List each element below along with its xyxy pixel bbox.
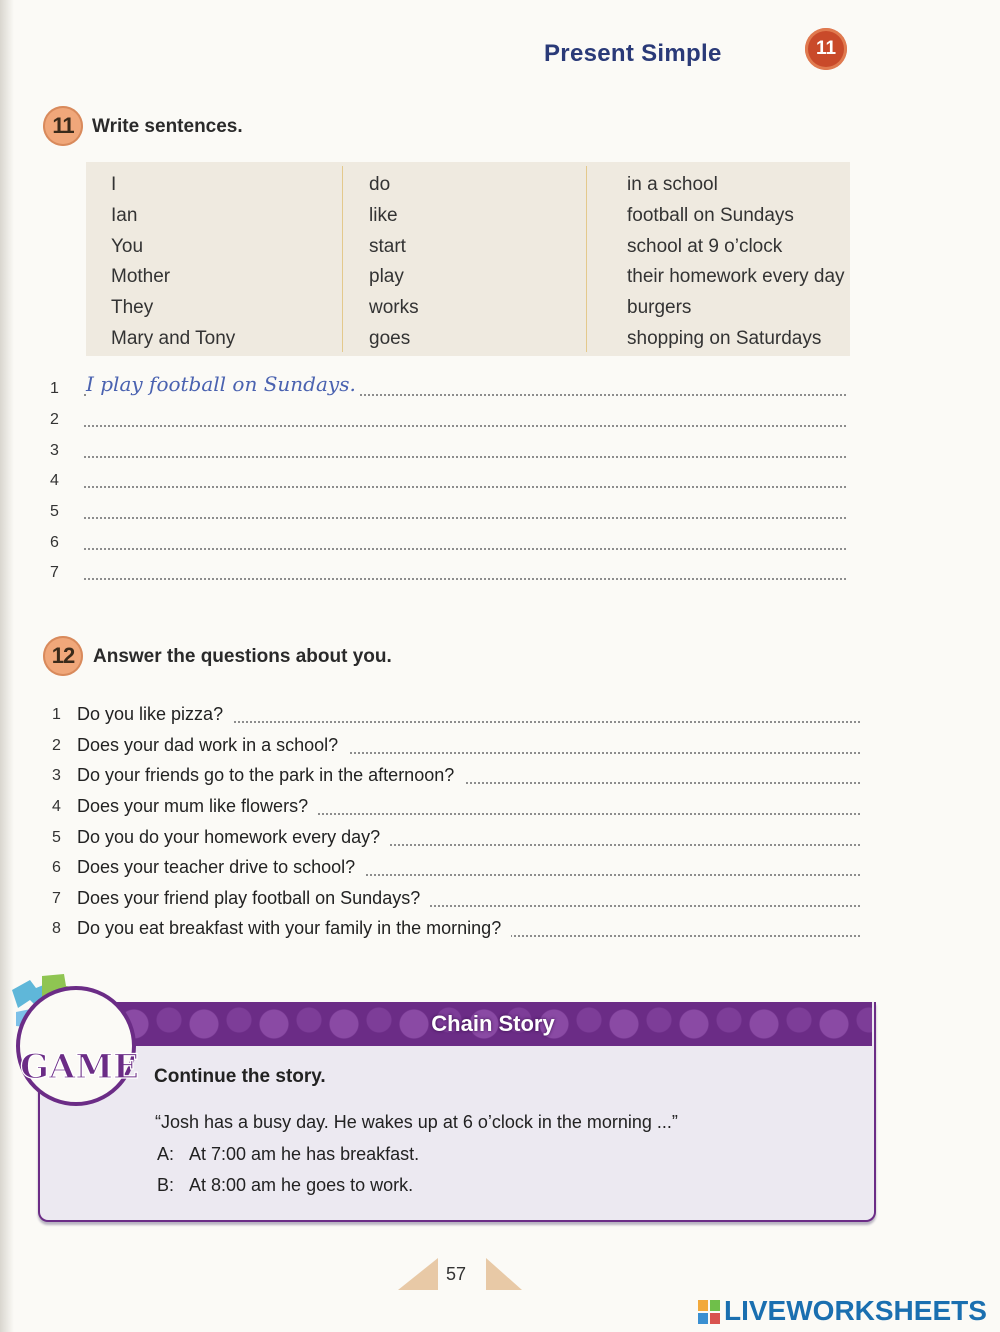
subject-word: Mother bbox=[111, 266, 171, 288]
liveworksheets-logo-icon bbox=[698, 1300, 720, 1324]
question-row[interactable] bbox=[46, 826, 860, 850]
exercise-11-title: Write sentences. bbox=[92, 116, 243, 137]
verb-word: like bbox=[369, 204, 398, 226]
question-number: 5 bbox=[52, 829, 61, 846]
sentence-line[interactable] bbox=[46, 372, 846, 402]
example-answer: I play football on Sundays. bbox=[86, 372, 360, 396]
game-banner-title: Chain Story bbox=[431, 1011, 555, 1036]
verb-word: do bbox=[369, 174, 391, 195]
question-text: Does your teacher drive to school? bbox=[77, 857, 365, 878]
question-number: 7 bbox=[52, 890, 61, 907]
subject-word: Mary and Tony bbox=[111, 327, 236, 349]
answer-dotted-line bbox=[84, 425, 846, 427]
verb-word: goes bbox=[369, 327, 411, 349]
question-text: Does your mum like flowers? bbox=[77, 796, 318, 817]
question-number: 3 bbox=[52, 767, 61, 784]
sentence-line[interactable] bbox=[46, 409, 846, 433]
word-table bbox=[86, 162, 850, 356]
question-text: Do you do your homework every day? bbox=[77, 827, 390, 848]
story-line-a bbox=[157, 1144, 557, 1168]
unit-number-badge: 11 bbox=[805, 28, 847, 70]
phrase-word: in a school bbox=[627, 174, 718, 195]
subject-word: Ian bbox=[111, 204, 138, 226]
story-line-text: At 7:00 am he has breakfast. bbox=[189, 1144, 420, 1164]
question-text: Does your friend play football on Sundays? bbox=[77, 888, 430, 909]
answer-dotted-line bbox=[84, 548, 846, 550]
phrase-word: burgers bbox=[627, 297, 692, 319]
subject-word: I bbox=[111, 174, 117, 195]
question-row[interactable] bbox=[46, 764, 860, 788]
answer-dotted-line bbox=[84, 486, 846, 488]
sentence-line[interactable] bbox=[46, 532, 846, 556]
verb-word: start bbox=[369, 235, 406, 257]
page-corner-decoration bbox=[486, 1258, 522, 1290]
game-logo-text: GAME bbox=[20, 1047, 139, 1087]
story-intro: “Josh has a busy day. He wakes up at 6 o’clock in the morning ...” bbox=[155, 1112, 678, 1132]
answer-dotted-line bbox=[84, 578, 846, 580]
exercise-12-title: Answer the questions about you. bbox=[93, 646, 392, 667]
phrase-word: football on Sundays bbox=[627, 204, 794, 226]
game-instruction: Continue the story. bbox=[154, 1066, 326, 1087]
question-row[interactable] bbox=[46, 887, 860, 911]
speaker-label: B: bbox=[157, 1175, 175, 1195]
question-number: 1 bbox=[52, 706, 61, 723]
line-number: 2 bbox=[50, 411, 59, 428]
phrases-column bbox=[627, 170, 845, 355]
subject-word: You bbox=[111, 235, 144, 257]
question-text: Do your friends go to the park in the afternoon? bbox=[77, 765, 464, 786]
question-row[interactable] bbox=[46, 795, 860, 819]
sentence-line[interactable] bbox=[46, 501, 846, 525]
line-number: 1 bbox=[50, 380, 59, 397]
question-text: Do you like pizza? bbox=[77, 704, 233, 725]
line-number: 7 bbox=[50, 564, 59, 581]
speaker-label: A: bbox=[157, 1144, 175, 1164]
line-number: 4 bbox=[50, 472, 59, 489]
game-puzzle-logo bbox=[6, 968, 146, 1108]
page-title: Present Simple bbox=[544, 40, 722, 67]
liveworksheets-watermark: LIVEWORKSHEETS bbox=[724, 1295, 987, 1326]
line-number: 6 bbox=[50, 534, 59, 551]
question-number: 2 bbox=[52, 737, 61, 754]
subjects-column bbox=[111, 170, 235, 355]
question-number: 6 bbox=[52, 859, 61, 876]
question-number: 4 bbox=[52, 798, 61, 815]
question-row[interactable] bbox=[46, 734, 860, 758]
column-separator bbox=[342, 166, 343, 352]
answer-dotted-line bbox=[84, 456, 846, 458]
verbs-column bbox=[369, 170, 419, 355]
question-text: Do you eat breakfast with your family in the morning? bbox=[77, 918, 511, 939]
column-separator bbox=[586, 166, 587, 352]
exercise-11-number: 11 bbox=[43, 106, 83, 146]
question-row[interactable] bbox=[46, 703, 860, 727]
line-number: 3 bbox=[50, 442, 59, 459]
phrase-word: shopping on Saturdays bbox=[627, 327, 822, 349]
page-edge-shadow bbox=[0, 0, 14, 1332]
question-text: Does your dad work in a school? bbox=[77, 735, 348, 756]
answer-dotted-line bbox=[84, 517, 846, 519]
phrase-word: their homework every day bbox=[627, 266, 845, 288]
page-number: 57 bbox=[446, 1264, 467, 1284]
sentence-line[interactable] bbox=[46, 440, 846, 464]
subject-word: They bbox=[111, 297, 154, 319]
line-number: 5 bbox=[50, 503, 59, 520]
page-corner-decoration bbox=[398, 1258, 438, 1290]
story-line-b bbox=[157, 1175, 557, 1199]
question-row[interactable] bbox=[46, 856, 860, 880]
verb-word: works bbox=[369, 297, 419, 319]
question-number: 8 bbox=[52, 920, 61, 937]
story-line-text: At 8:00 am he goes to work. bbox=[189, 1175, 414, 1195]
verb-word: play bbox=[369, 266, 404, 288]
sentence-line[interactable] bbox=[46, 470, 846, 494]
game-banner bbox=[114, 1002, 872, 1046]
question-row[interactable] bbox=[46, 917, 860, 941]
sentence-line[interactable] bbox=[46, 562, 846, 586]
exercise-12-number: 12 bbox=[43, 636, 83, 676]
phrase-word: school at 9 o’clock bbox=[627, 235, 783, 257]
